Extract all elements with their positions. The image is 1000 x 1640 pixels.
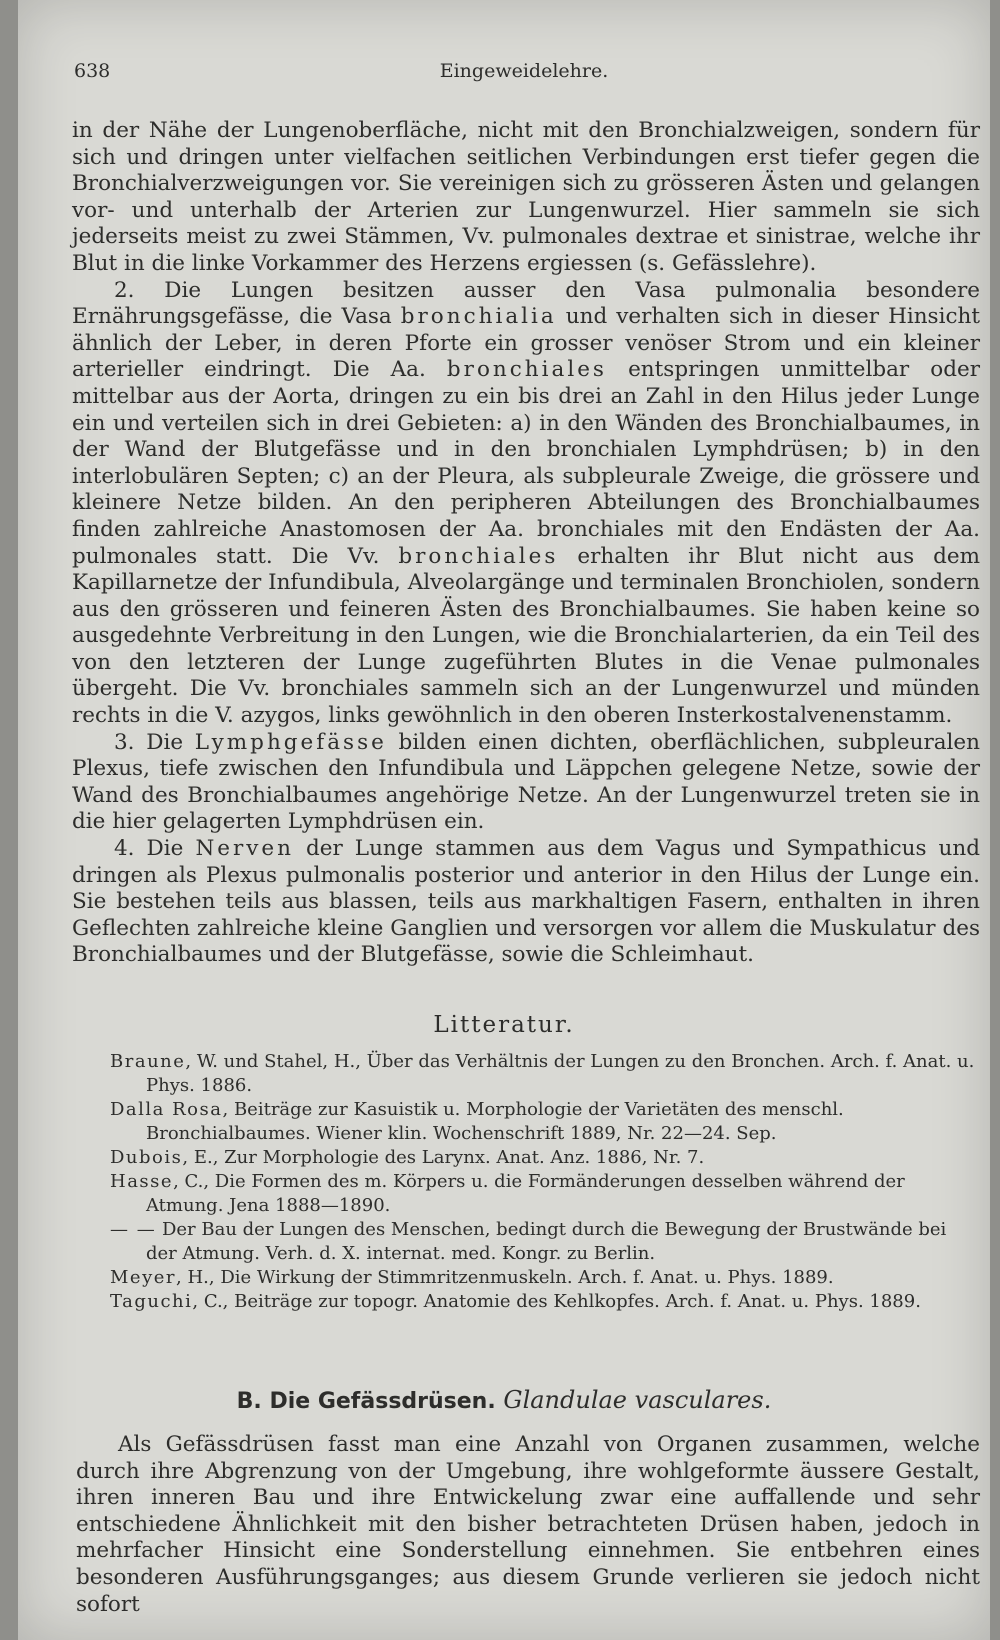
ref-text: , H., Die Wirkung der Stimmritzenmuskeln. Arch. f. Anat. u. Phys. 1889. [176,1267,834,1288]
ref-text: , E., Zur Morphologie des Larynx. Anat. Anz. 1886, Nr. 7. [182,1147,705,1168]
section-paragraph: Als Gefässdrüsen fasst man eine Anzahl von Organen zusammen, welche durch ihre Abgrenzung von der Umgebung, ihre wohlgeformte äussere Gestalt, ihren inneren Bau und ihre Entwickelung zwar eine auffallende und sehr entschiedene Ähnlichkeit mit den bisher betrachteten Drüsen haben, jedoch in mehrfacher Hinsicht eine Sonderstellung einnehmen. Sie entbehren eines besonderen Ausführungsganges; aus diesem Grunde verlieren sie jedoch nicht sofort [76,1432,980,1617]
p4-term-nerven: Nerven [195,836,294,862]
paragraph-3 [72,730,980,836]
paragraph-1: in der Nähe der Lungenoberfläche, nicht mit den Bronchialzweigen, sondern für sich und dringen unter vielfachen seitlichen Verbindungen erst tiefer gegen die Bronchialverzweigungen vor. Sie vereinigen sich zu grösseren Ästen und gelangen vor- und unterhalb der Arterien zur Lungenwurzel. Hier sammeln sie sich jederseits meist zu zwei Stämmen, Vv. pulmonales dextrae et sinistrae, welche ihr Blut in die linke Vorkammer des Herzens ergiessen (s. Gefässlehre). [72,118,980,276]
book-page [18,0,990,1640]
ref-text: , Beiträge zur Kasuistik u. Morphologie der Varietäten des menschl. Bronchialbaumes. Wiener klin. Wochenschrift 1889, Nr. 22—24. Sep. [146,1099,844,1144]
ref-text: , C., Beiträge zur topogr. Anatomie des Kehlkopfes. Arch. f. Anat. u. Phys. 1889. [192,1291,921,1312]
ref-author: — — [110,1219,157,1240]
ref-text: , C., Die Formen des m. Körpers u. die Formänderungen desselben während der Atmung. Jena 1888—1890. [146,1171,905,1216]
p4-text-c: der Lunge stammen aus dem Vagus und Sympathicus und dringen als Plexus pulmonalis posterior und anterior in den Hilus der Lunge ein. Sie bestehen teils aus blassen, teils aus markhaltigen Fasern, enthalten in ihren Geflechten zahlreiche kleine Ganglien und versorgen vor allem die Muskulatur des Bronchialbaumes und der Blutgefässe, sowie die Schleimhaut. [72,836,980,968]
ref-author: Hasse [110,1171,174,1192]
literature-ref [110,1218,980,1266]
body-text [72,118,980,969]
p2-term-bronchialia: bronchialia [400,304,557,330]
literature-ref [110,1146,980,1170]
literature-list [110,1050,980,1314]
literature-ref [110,1266,980,1290]
p2-term-bronchiales-veins: bronchiales [398,543,559,569]
literature-heading: Litteratur. [433,1012,575,1038]
section-latin-title: Glandulae vasculares. [503,1386,772,1414]
p2-text-a: 2. Die Lungen besitzen ausser den Vasa pulmonalia besondere Ernährungsgefässe, die Vasa [72,277,980,330]
ref-author: Braune [110,1051,186,1072]
running-head: Eingeweidelehre. [439,60,609,82]
p4-text-a: 4. Die [114,836,196,862]
p3-text-c: bilden einen dichten, oberflächlichen, subpleuralen Plexus, tiefe zwischen den Infundibula und Läppchen gelegene Netze, sowie der Wand des Bronchialbaumes angehörige Netze. An der Lungenwurzel treten sie in die hier gelagerten Lymphdrüsen ein. [72,729,980,835]
ref-text: Der Bau der Lungen des Menschen, bedingt durch die Bewegung der Brustwände bei der Atmung. Verh. d. X. internat. med. Kongr. zu Berlin. [146,1219,947,1264]
ref-text: , W. und Stahel, H., Über das Verhältnis der Lungen zu den Bronchen. Arch. f. Anat. u. Phys. 1886. [146,1051,975,1096]
literature-ref [110,1050,980,1098]
ref-author: Dalla Rosa [110,1099,223,1120]
ref-author: Taguchi [110,1291,193,1312]
p2-text-e: entspringen unmittelbar oder mittelbar aus der Aorta, dringen zu ein bis drei an Zahl in den Hilus jeder Lunge ein und verteilen sich in drei Gebieten: a) in den Wänden des Bronchialbaumes, in der Wand der Blutgefässe und in den bronchialen Lymphdrüsen; b) in den interlobulären Septen; c) an der Pleura, als subpleurale Zweige, die grössere und kleinere Netze bilden. An den peripheren Abteilungen des Bronchialbaumes finden zahlreiche Anastomosen der Aa. bronchiales mit den Endästen der Aa. pulmonales statt. Die Vv. [72,357,980,569]
p3-text-a: 3. Die [114,729,195,755]
p2-text-g: erhalten ihr Blut nicht aus dem Kapillarnetze der Infundibula, Alveolargänge und terminalen Bronchiolen, sondern aus den grösseren und feineren Ästen des Bronchialbaumes. Sie haben keine so ausgedehnte Verbreitung in den Lungen, wie die Bronchialarterien, da ein Teil des von den letzteren der Lunge zugeführten Blutes in die Venae pulmonales übergeht. Die Vv. bronchiales sammeln sich an der Lungenwurzel und münden rechts in die V. azygos, links gewöhnlich in den oberen Insterkostalvenenstamm. [72,543,980,729]
section-title: B. Die Gefässdrüsen. [236,1389,496,1414]
section-heading [18,1386,990,1414]
literature-ref [110,1170,980,1218]
ref-author: Dubois [110,1147,183,1168]
p2-text-c: und verhalten sich in dieser Hinsicht ähnlich der Leber, in deren Pforte ein grosser venöser Strom und ein kleiner arterieller eindringt. Die Aa. [72,304,980,383]
paragraph-4 [72,836,980,969]
p3-term-lymphgefaesse: Lymphgefässe [194,729,387,755]
p2-term-bronchiales-arteries: bronchiales [446,357,607,383]
paragraph-2 [72,278,980,730]
literature-ref [110,1290,980,1314]
page-header [74,60,974,90]
page-number: 638 [74,60,111,82]
literature-ref [110,1098,980,1146]
ref-author: Meyer [110,1267,177,1288]
